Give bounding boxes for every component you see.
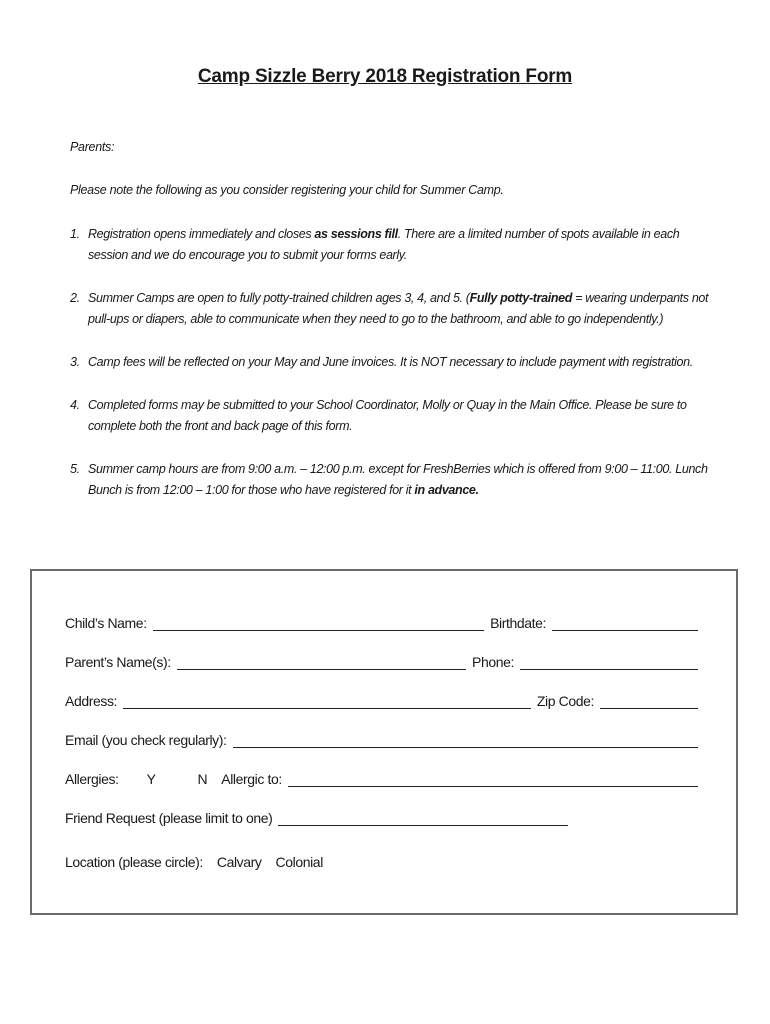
note-text: Completed forms may be submitted to your School Coordinator, Molly or Quay in the Main Office. Please be sure to complete both the front and back page of this form.	[88, 398, 687, 433]
form-title: Camp Sizzle Berry 2018 Registration Form	[197, 66, 573, 87]
note-emphasis: as sessions fill	[314, 227, 398, 241]
birthdate-label: Birthdate:	[490, 615, 546, 631]
note-item	[70, 224, 710, 266]
friend-request-label: Friend Request (please limit to one)	[65, 810, 273, 826]
note-number: 2.	[70, 291, 80, 305]
note-number: 4.	[70, 398, 80, 412]
note-text: Registration opens immediately and closes	[88, 227, 315, 241]
intro-text: Please note the following as you consider registering your child for Summer Camp.	[70, 183, 504, 197]
location-option-colonial[interactable]: Colonial	[275, 854, 323, 870]
zip-field[interactable]	[600, 692, 698, 709]
child-name-label: Child’s Name:	[65, 615, 147, 631]
zip-label: Zip Code:	[536, 693, 594, 709]
note-item	[70, 395, 710, 437]
address-label: Address:	[65, 693, 118, 709]
row-parent	[65, 650, 698, 670]
note-emphasis: in advance.	[414, 483, 479, 497]
address-field[interactable]	[123, 692, 531, 709]
note-number: 3.	[70, 355, 80, 369]
row-location	[65, 850, 698, 870]
note-text: Summer camp hours are from 9:00 a.m. – 12:00 p.m. except for FreshBerries which is offered from 9:00 – 11:00. Lunch Bunch is from 12:00 – 1:00 for those who have registered for it	[88, 462, 708, 497]
parent-names-label: Parent’s Name(s):	[65, 654, 171, 670]
allergy-yes-option[interactable]: Y	[146, 771, 156, 787]
phone-label: Phone:	[472, 654, 514, 670]
note-text: . There are a limited number of spots available in each session and we do encourage you to submit your forms early.	[88, 227, 680, 262]
note-text: Camp fees will be reflected on your May and June invoices. It is NOT necessary to include payment with registration.	[88, 355, 693, 369]
row-child	[65, 611, 698, 631]
allergic-to-field[interactable]	[288, 770, 698, 787]
note-text: = wearing underpants not pull-ups or diapers, able to communicate when they need to go to the bathroom, and able to go independently.)	[88, 291, 709, 326]
note-item	[70, 352, 710, 373]
row-allergies	[65, 767, 698, 787]
note-text: Summer Camps are open to fully potty-trained children ages 3, 4, and 5. (	[88, 291, 470, 305]
child-name-field[interactable]	[153, 614, 484, 631]
note-item	[70, 288, 710, 330]
allergic-to-label: Allergic to:	[221, 771, 282, 787]
allergies-label: Allergies:	[65, 771, 119, 787]
row-address	[65, 689, 698, 709]
location-label: Location (please circle):	[65, 854, 203, 870]
note-number: 5.	[70, 462, 80, 476]
phone-field[interactable]	[520, 653, 698, 670]
note-number: 1.	[70, 227, 80, 241]
birthdate-field[interactable]	[552, 614, 698, 631]
email-field[interactable]	[233, 731, 698, 748]
friend-request-field[interactable]	[278, 809, 568, 826]
notes-list	[70, 224, 710, 523]
greeting: Parents:	[70, 140, 115, 154]
note-item	[70, 459, 710, 501]
registration-fields-box	[30, 569, 738, 915]
location-option-calvary[interactable]: Calvary	[216, 854, 262, 870]
allergy-no-option[interactable]: N	[197, 771, 208, 787]
email-label: Email (you check regularly):	[65, 732, 227, 748]
row-email	[65, 728, 698, 748]
parent-names-field[interactable]	[177, 653, 466, 670]
note-emphasis: Fully potty-trained	[469, 291, 572, 305]
row-friend	[65, 806, 698, 826]
